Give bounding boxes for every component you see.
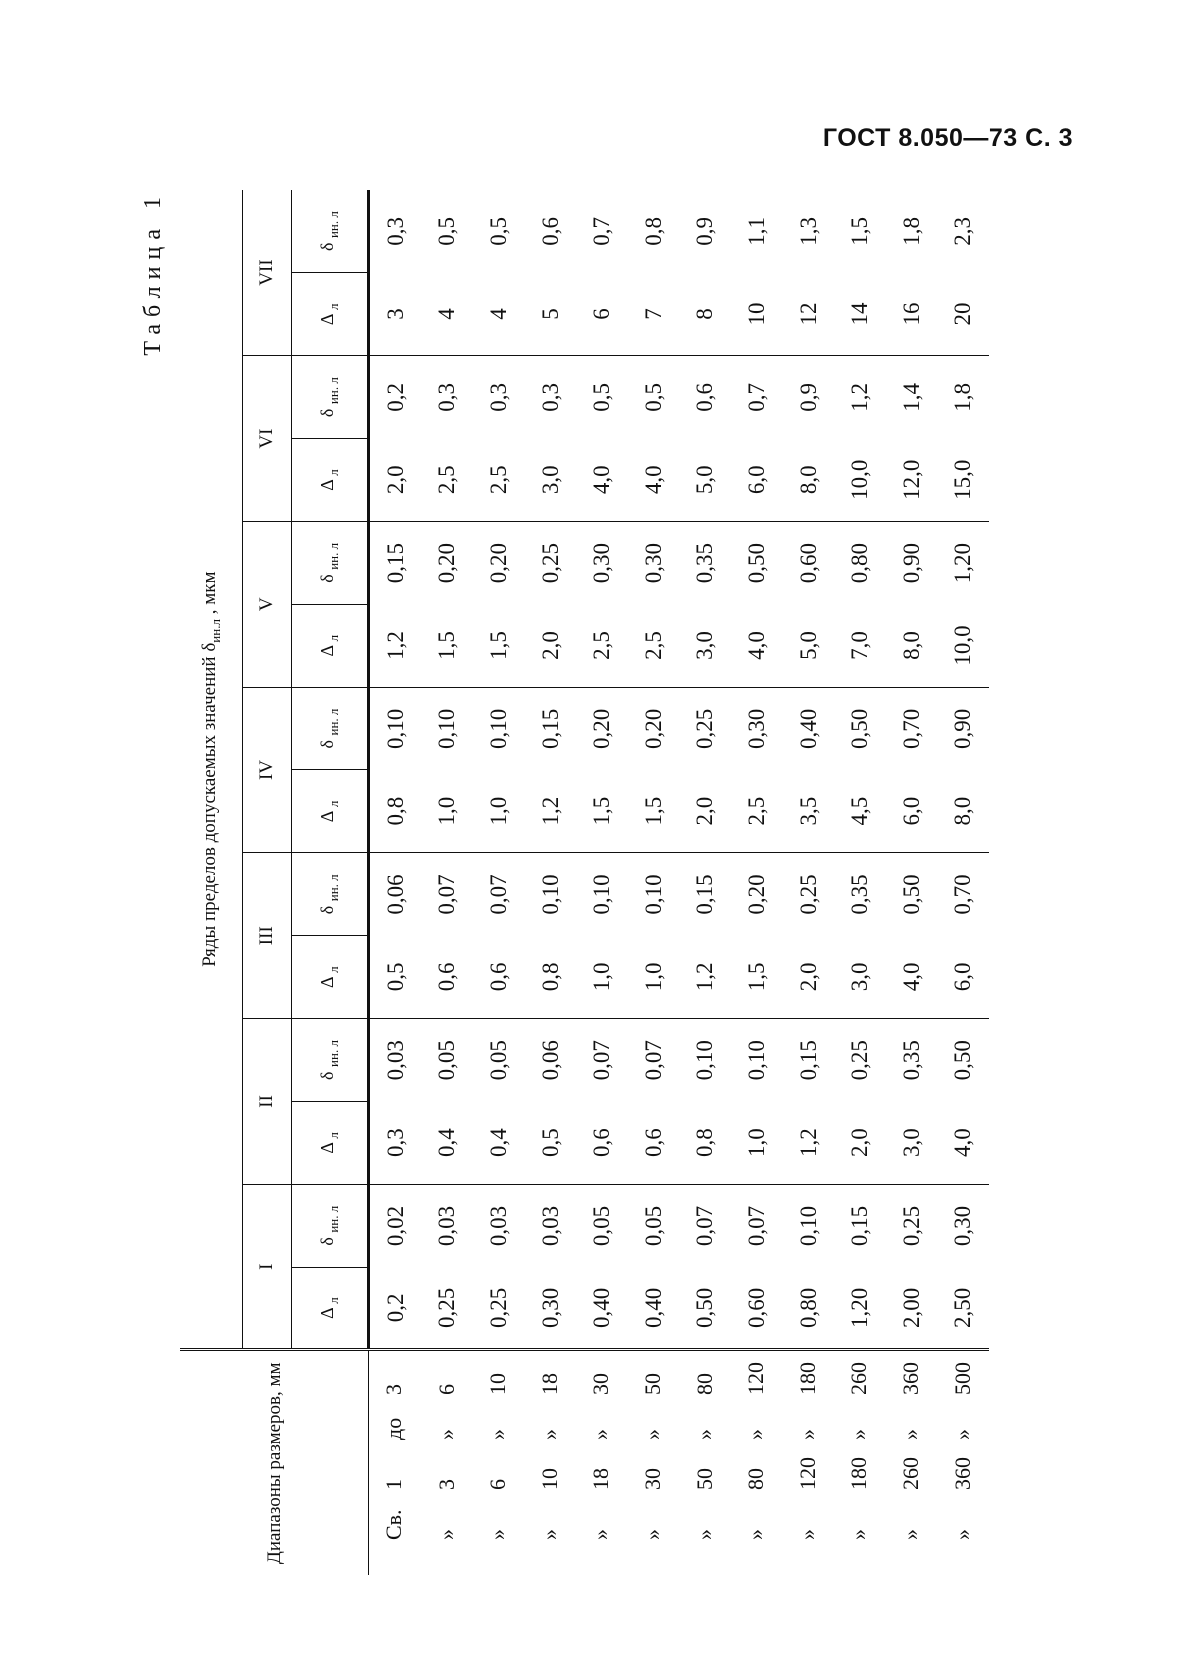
range-cell [422, 1350, 474, 1575]
range-cell [886, 1350, 938, 1575]
delta-value: 4,0 [886, 936, 938, 1019]
delta-value: 0,6 [422, 936, 474, 1019]
delta-value: 6 [576, 273, 628, 356]
delta-value: 4,5 [834, 770, 886, 853]
sigma-value: 0,07 [743, 1205, 769, 1247]
delta-value: 8 [680, 273, 732, 356]
delta-value: 1,0 [422, 770, 474, 853]
sigma-value: 0,50 [847, 708, 873, 749]
range-from: 3 [433, 1479, 459, 1490]
sigma-subheader [292, 687, 369, 770]
table-row [576, 190, 628, 1575]
delta-value: 0,8 [525, 936, 577, 1019]
sigma-subscript: ин. л [326, 377, 341, 405]
sigma-subscript: ин. л [326, 1040, 341, 1067]
range-pre: » [485, 1529, 511, 1540]
sigma-value: 0,15 [692, 874, 718, 915]
sigma-value: 0,6 [692, 383, 718, 412]
delta-value: 1,5 [473, 604, 525, 687]
sigma-value: 0,3 [537, 383, 563, 412]
delta-value: 0,6 [628, 1101, 680, 1184]
sigma-value: 1,8 [898, 216, 924, 246]
delta-value: 0,3 [369, 1101, 422, 1184]
sigma-subheader [292, 190, 369, 273]
delta-subheader [292, 936, 369, 1019]
delta-value: 1,0 [473, 770, 525, 853]
sigma-value: 0,35 [692, 542, 718, 584]
range-pre: » [897, 1529, 923, 1540]
sigma-value: 0,30 [589, 542, 615, 584]
sigma-value: 0,30 [743, 708, 769, 749]
range-from: 1 [381, 1479, 406, 1490]
range-cell [731, 1350, 783, 1575]
delta-value: 0,6 [473, 936, 525, 1019]
range-pre: » [949, 1529, 975, 1540]
delta-subheader [292, 1101, 369, 1184]
sigma-value: 0,03 [537, 1205, 563, 1247]
range-mid: до [381, 1417, 406, 1440]
range-cell [576, 1350, 628, 1575]
table-row [628, 190, 680, 1575]
delta-value: 7,0 [834, 604, 886, 687]
page-header: ГОСТ 8.050—73 С. 3 [822, 124, 1073, 152]
sigma-value: 0,70 [898, 708, 924, 749]
sigma-value: 0,8 [640, 216, 666, 246]
group-header: III [243, 853, 292, 1019]
delta-value: 0,30 [525, 1267, 577, 1350]
sigma-value: 0,15 [795, 1040, 821, 1081]
delta-value: 6,0 [938, 936, 990, 1019]
range-mid: » [743, 1429, 769, 1440]
sigma-value: 0,07 [692, 1205, 718, 1247]
sigma-value: 0,7 [743, 383, 769, 412]
delta-value: 1,2 [525, 770, 577, 853]
delta-value: 1,2 [680, 936, 732, 1019]
sigma-value: 0,25 [537, 542, 563, 584]
sigma-symbol: δ [317, 574, 337, 583]
delta-value: 4,0 [576, 439, 628, 522]
range-mid: » [588, 1429, 614, 1440]
sigma-value: 0,30 [640, 542, 666, 584]
sigma-value: 0,07 [589, 1040, 615, 1081]
delta-value: 3 [369, 273, 422, 356]
delta-value: 0,4 [473, 1101, 525, 1184]
delta-subheader [292, 439, 369, 522]
sigma-value: 0,90 [950, 708, 976, 749]
range-pre: » [639, 1529, 665, 1540]
range-mid: » [433, 1429, 459, 1440]
range-pre: » [588, 1529, 614, 1540]
sigma-value: 0,40 [795, 708, 821, 749]
sigma-value: 0,5 [589, 383, 615, 412]
range-to: 6 [433, 1384, 459, 1395]
delta-value: 8,0 [783, 439, 835, 522]
sigma-value: 0,80 [847, 542, 873, 584]
delta-value: 2,00 [886, 1267, 938, 1350]
range-header: Диапазоны размеров, мм [180, 1350, 369, 1575]
sigma-value: 0,50 [898, 874, 924, 915]
sigma-value: 0,7 [589, 216, 615, 246]
range-to: 120 [743, 1362, 769, 1395]
sigma-subscript: ин. л [326, 1205, 341, 1233]
sigma-value: 0,90 [898, 542, 924, 584]
delta-value: 7 [628, 273, 680, 356]
group-header: VII [243, 190, 292, 356]
range-from: 18 [588, 1468, 614, 1490]
sigma-subheader [292, 521, 369, 604]
table-row [473, 190, 525, 1575]
range-mid: » [639, 1429, 665, 1440]
sigma-subheader [292, 356, 369, 439]
sigma-value: 0,15 [847, 1205, 873, 1247]
delta-value: 2,5 [422, 439, 474, 522]
sigma-value: 0,03 [434, 1205, 460, 1247]
delta-value: 2,5 [628, 604, 680, 687]
table-row [369, 190, 422, 1575]
series-title-main: Ряды пределов допускаемых значений δ [198, 642, 220, 967]
delta-value: 0,40 [576, 1267, 628, 1350]
range-cell [525, 1350, 577, 1575]
delta-symbol: Δ [317, 480, 337, 491]
table-row [783, 190, 835, 1575]
sigma-value: 0,15 [382, 542, 408, 584]
sigma-subscript: ин. л [326, 542, 341, 570]
delta-value: 0,8 [369, 770, 422, 853]
group-header: IV [243, 687, 292, 853]
table-row [938, 190, 990, 1575]
sigma-value: 0,20 [434, 542, 460, 584]
delta-value: 2,0 [369, 439, 422, 522]
delta-symbol: Δ [317, 314, 337, 326]
delta-value: 0,5 [369, 936, 422, 1019]
delta-value: 10,0 [938, 604, 990, 687]
delta-value: 8,0 [938, 770, 990, 853]
sigma-value: 0,15 [537, 708, 563, 749]
delta-value: 3,5 [783, 770, 835, 853]
delta-value: 6,0 [731, 439, 783, 522]
delta-value: 1,5 [422, 604, 474, 687]
delta-value: 2,5 [473, 439, 525, 522]
table-caption: Таблица 1 [140, 190, 166, 356]
sigma-value: 0,60 [795, 542, 821, 584]
delta-value: 1,20 [834, 1267, 886, 1350]
delta-value: 1,2 [369, 604, 422, 687]
sigma-value: 0,35 [847, 874, 873, 915]
sigma-value: 0,10 [382, 708, 408, 749]
delta-value: 1,5 [731, 936, 783, 1019]
sigma-value: 0,30 [950, 1205, 976, 1247]
range-from: 50 [691, 1468, 717, 1490]
delta-value: 5,0 [680, 439, 732, 522]
delta-value: 5 [525, 273, 577, 356]
group-header: V [243, 521, 292, 687]
table-row [680, 190, 732, 1575]
range-to: 500 [949, 1362, 975, 1395]
sigma-value: 1,4 [898, 383, 924, 412]
delta-value: 0,6 [576, 1101, 628, 1184]
group-header: VI [243, 356, 292, 522]
delta-value: 0,40 [628, 1267, 680, 1350]
delta-value: 2,0 [783, 936, 835, 1019]
table-row [525, 190, 577, 1575]
sigma-value: 0,06 [382, 874, 408, 915]
sigma-value: 0,06 [537, 1040, 563, 1081]
delta-value: 3,0 [680, 604, 732, 687]
range-pre: Св. [381, 1509, 406, 1540]
delta-value: 2,0 [834, 1101, 886, 1184]
sigma-value: 0,20 [485, 542, 511, 584]
range-mid: » [691, 1429, 717, 1440]
range-pre: » [794, 1529, 820, 1540]
sigma-value: 0,10 [640, 874, 666, 915]
range-to: 360 [897, 1362, 923, 1395]
table-row [834, 190, 886, 1575]
range-cell [369, 1350, 422, 1575]
range-mid: » [536, 1429, 562, 1440]
delta-value: 12 [783, 273, 835, 356]
table-row [886, 190, 938, 1575]
sigma-symbol: δ [317, 905, 337, 915]
table-row [731, 190, 783, 1575]
delta-value: 0,25 [422, 1267, 474, 1350]
range-pre: » [691, 1529, 717, 1540]
delta-value: 1,0 [628, 936, 680, 1019]
sigma-value: 0,20 [743, 874, 769, 915]
range-from: 10 [536, 1468, 562, 1490]
delta-subscript: л [326, 1132, 341, 1139]
sigma-value: 0,5 [640, 383, 666, 412]
sigma-value: 0,9 [692, 216, 718, 246]
table-body [369, 190, 990, 1575]
delta-subscript: л [326, 469, 341, 476]
sigma-subscript: ин. л [326, 211, 341, 239]
range-pre: » [743, 1529, 769, 1540]
sigma-value: 0,05 [434, 1040, 460, 1081]
table-row [422, 190, 474, 1575]
delta-value: 6,0 [886, 770, 938, 853]
range-mid: » [794, 1429, 820, 1440]
delta-value: 3,0 [525, 439, 577, 522]
sigma-value: 0,70 [950, 874, 976, 915]
range-cell [628, 1350, 680, 1575]
delta-value: 2,50 [938, 1267, 990, 1350]
sigma-value: 0,10 [589, 874, 615, 915]
delta-value: 10 [731, 273, 783, 356]
range-from: 120 [794, 1457, 820, 1490]
sigma-value: 0,3 [485, 383, 511, 412]
delta-value: 1,2 [783, 1101, 835, 1184]
delta-value: 10,0 [834, 439, 886, 522]
sigma-value: 0,50 [950, 1040, 976, 1081]
range-from: 6 [485, 1479, 511, 1490]
delta-value: 0,2 [369, 1267, 422, 1350]
sigma-value: 0,10 [485, 708, 511, 749]
delta-subheader [292, 770, 369, 853]
range-to: 180 [794, 1362, 820, 1395]
range-cell [680, 1350, 732, 1575]
range-to: 3 [381, 1384, 406, 1395]
range-from: 360 [949, 1457, 975, 1490]
sigma-value: 1,3 [795, 216, 821, 246]
sigma-value: 0,25 [898, 1205, 924, 1247]
sigma-value: 0,5 [485, 216, 511, 246]
delta-symbol: Δ [317, 1308, 337, 1319]
sigma-value: 0,25 [795, 874, 821, 915]
sigma-value: 0,20 [640, 708, 666, 749]
sigma-symbol: δ [317, 408, 337, 418]
sigma-value: 0,02 [382, 1205, 408, 1247]
range-to: 18 [536, 1373, 562, 1395]
sigma-value: 0,10 [434, 708, 460, 749]
delta-value: 14 [834, 273, 886, 356]
delta-value: 0,25 [473, 1267, 525, 1350]
sigma-value: 1,1 [743, 216, 769, 246]
delta-value: 2,0 [525, 604, 577, 687]
range-cell [473, 1350, 525, 1575]
range-mid: » [846, 1429, 872, 1440]
range-from: 180 [846, 1457, 872, 1490]
delta-value: 1,5 [576, 770, 628, 853]
delta-value: 0,60 [731, 1267, 783, 1350]
delta-symbol: Δ [317, 1143, 337, 1154]
rotated-table-container [140, 190, 1080, 1575]
range-cell [783, 1350, 835, 1575]
delta-value: 2,5 [576, 604, 628, 687]
sigma-value: 2,3 [950, 216, 976, 246]
sigma-symbol: δ [317, 242, 337, 252]
range-cell [938, 1350, 990, 1575]
range-cell [834, 1350, 886, 1575]
delta-value: 0,4 [422, 1101, 474, 1184]
sigma-subscript: ин. л [326, 874, 341, 902]
delta-value: 1,0 [731, 1101, 783, 1184]
range-pre: » [536, 1529, 562, 1540]
sigma-value: 0,03 [382, 1040, 408, 1081]
delta-subheader [292, 1267, 369, 1350]
sigma-value: 0,9 [795, 383, 821, 412]
sigma-subscript: ин. л [326, 708, 341, 736]
delta-value: 1,5 [628, 770, 680, 853]
delta-value: 3,0 [834, 936, 886, 1019]
delta-value: 4 [422, 273, 474, 356]
sigma-value: 0,10 [743, 1040, 769, 1081]
delta-subscript: л [326, 800, 341, 808]
range-from: 260 [897, 1457, 923, 1490]
sigma-value: 0,3 [382, 216, 408, 246]
sigma-value: 0,05 [485, 1040, 511, 1081]
sigma-value: 0,2 [382, 383, 408, 412]
sigma-symbol: δ [317, 740, 337, 749]
sigma-subheader [292, 853, 369, 936]
sigma-value: 0,07 [640, 1040, 666, 1081]
delta-value: 0,5 [525, 1101, 577, 1184]
delta-value: 20 [938, 273, 990, 356]
sigma-subheader [292, 1184, 369, 1267]
sigma-value: 0,10 [537, 874, 563, 915]
delta-value: 15,0 [938, 439, 990, 522]
group-header: I [243, 1184, 292, 1350]
series-title-unit: , мкм [198, 571, 220, 615]
delta-subscript: л [326, 303, 341, 310]
sigma-value: 1,20 [950, 542, 976, 584]
delta-value: 4,0 [628, 439, 680, 522]
range-to: 50 [639, 1373, 665, 1395]
range-to: 30 [588, 1373, 614, 1395]
range-to: 10 [485, 1373, 511, 1395]
range-mid: » [897, 1429, 923, 1440]
delta-value: 4 [473, 273, 525, 356]
delta-value: 0,8 [680, 1101, 732, 1184]
delta-value: 1,0 [576, 936, 628, 1019]
sigma-symbol: δ [317, 1237, 337, 1246]
series-title-sub: ин.л [207, 619, 223, 643]
sigma-value: 0,35 [898, 1040, 924, 1081]
delta-value: 16 [886, 273, 938, 356]
delta-subscript: л [326, 634, 341, 642]
sigma-value: 0,05 [640, 1205, 666, 1247]
sigma-value: 0,10 [692, 1040, 718, 1081]
sigma-value: 0,07 [485, 874, 511, 915]
delta-value: 2,5 [731, 770, 783, 853]
sigma-value: 1,5 [847, 216, 873, 246]
tolerance-table [180, 190, 989, 1575]
delta-value: 5,0 [783, 604, 835, 687]
range-pre: » [846, 1529, 872, 1540]
delta-symbol: Δ [317, 811, 337, 823]
delta-symbol: Δ [317, 977, 337, 988]
delta-symbol: Δ [317, 645, 337, 657]
sigma-value: 0,6 [537, 216, 563, 246]
sigma-value: 0,3 [434, 383, 460, 412]
sigma-value: 1,8 [950, 383, 976, 412]
range-to: 80 [691, 1373, 717, 1395]
delta-subheader [292, 604, 369, 687]
sigma-value: 0,07 [434, 874, 460, 915]
delta-value: 12,0 [886, 439, 938, 522]
range-to: 260 [846, 1362, 872, 1395]
range-mid: » [485, 1429, 511, 1440]
range-from: 80 [743, 1468, 769, 1490]
delta-subscript: л [326, 966, 341, 973]
delta-subheader [292, 273, 369, 356]
sigma-subheader [292, 1019, 369, 1102]
sigma-value: 0,25 [692, 708, 718, 749]
group-header: II [243, 1019, 292, 1185]
sigma-value: 0,25 [847, 1040, 873, 1081]
range-pre: » [433, 1529, 459, 1540]
sigma-value: 1,2 [847, 383, 873, 412]
range-mid: » [949, 1429, 975, 1440]
delta-value: 4,0 [731, 604, 783, 687]
sigma-value: 0,20 [589, 708, 615, 749]
delta-value: 4,0 [938, 1101, 990, 1184]
delta-value: 2,0 [680, 770, 732, 853]
sigma-value: 0,03 [485, 1205, 511, 1247]
sigma-symbol: δ [317, 1071, 337, 1080]
sigma-value: 0,50 [743, 542, 769, 584]
series-title [180, 190, 243, 1350]
delta-subscript: л [326, 1297, 341, 1304]
delta-value: 0,80 [783, 1267, 835, 1350]
sigma-value: 0,10 [795, 1205, 821, 1247]
sigma-value: 0,5 [434, 216, 460, 246]
delta-value: 8,0 [886, 604, 938, 687]
delta-value: 0,50 [680, 1267, 732, 1350]
range-from: 30 [639, 1468, 665, 1490]
sigma-value: 0,05 [589, 1205, 615, 1247]
delta-value: 3,0 [886, 1101, 938, 1184]
